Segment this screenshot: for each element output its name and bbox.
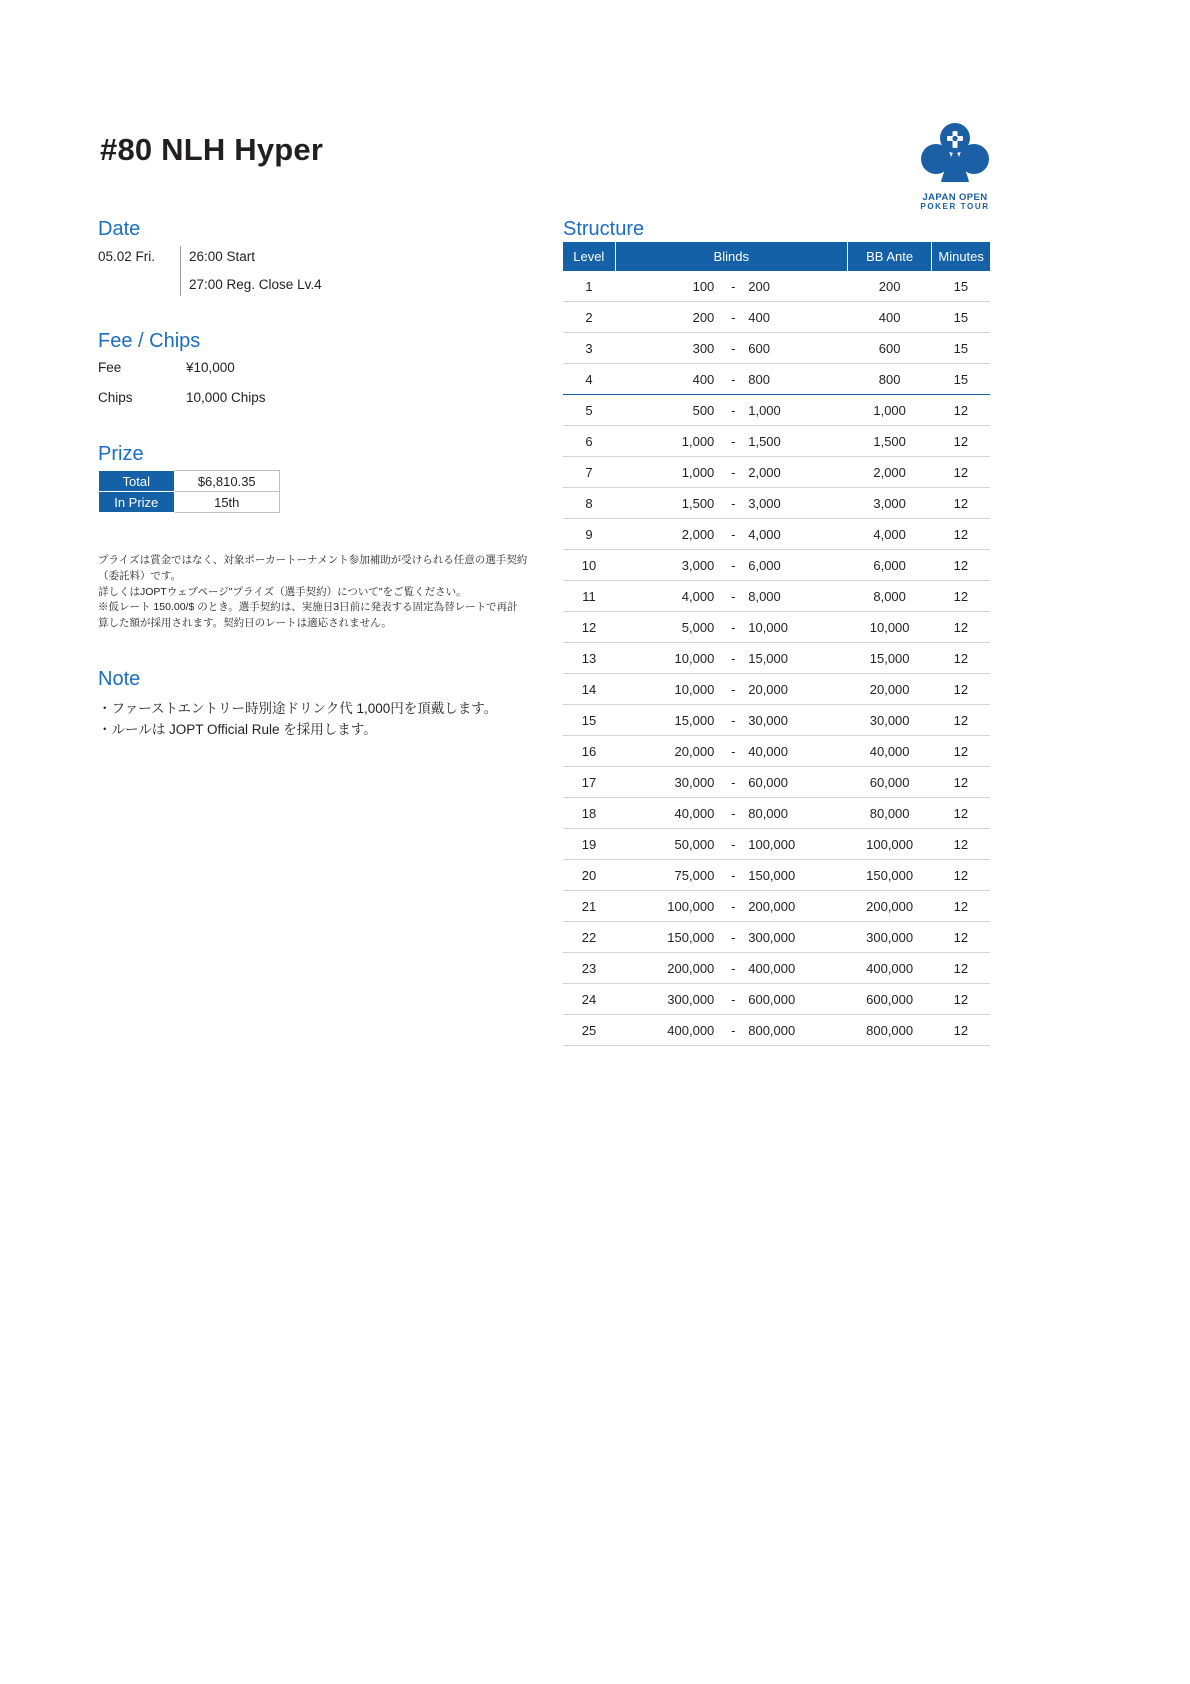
cell-small-blind: 1,000 [615,426,722,457]
table-row [563,426,990,457]
cell-bb-ante: 60,000 [847,767,931,798]
cell-bb-ante: 6,000 [847,550,931,581]
cell-small-blind: 4,000 [615,581,722,612]
table-row [563,550,990,581]
fineprint-line: 詳しくはJOPTウェブページ"プライズ（選手契約）について"をご覧ください。 [98,585,467,598]
cell-bb-ante: 600 [847,333,931,364]
table-row [563,302,990,333]
cell-bb-ante: 8,000 [847,581,931,612]
club-logo-icon [905,118,1005,190]
cell-minutes: 12 [932,767,990,798]
cell-level: 13 [563,643,615,674]
cell-minutes: 12 [932,426,990,457]
cell-small-blind: 200,000 [615,953,722,984]
table-row [563,271,990,302]
cell-small-blind: 20,000 [615,736,722,767]
fee-label: Fee [98,360,122,375]
cell-bb-ante: 400,000 [847,953,931,984]
section-heading-note: Note [98,668,141,690]
table-row [563,984,990,1015]
table-row [563,798,990,829]
column-header-minutes: Minutes [932,242,990,271]
cell-small-blind: 1,000 [615,457,722,488]
cell-minutes: 12 [932,519,990,550]
table-row [563,457,990,488]
column-header-level: Level [563,242,615,271]
cell-small-blind: 2,000 [615,519,722,550]
cell-blind-separator: - [722,829,744,860]
section-heading-structure: Structure [563,218,645,240]
cell-small-blind: 300 [615,333,722,364]
cell-bb-ante: 1,500 [847,426,931,457]
cell-big-blind: 80,000 [744,798,847,829]
cell-blind-separator: - [722,767,744,798]
cell-big-blind: 300,000 [744,922,847,953]
cell-small-blind: 15,000 [615,705,722,736]
column-header-bb-ante: BB Ante [847,242,931,271]
section-heading-fee-chips: Fee / Chips [98,330,201,352]
table-header-row [563,242,990,271]
cell-minutes: 12 [932,922,990,953]
cell-big-blind: 600,000 [744,984,847,1015]
cell-big-blind: 800 [744,364,847,395]
cell-bb-ante: 800,000 [847,1015,931,1046]
cell-bb-ante: 4,000 [847,519,931,550]
prize-fineprint [98,553,528,632]
cell-bb-ante: 20,000 [847,674,931,705]
cell-small-blind: 75,000 [615,860,722,891]
cell-minutes: 12 [932,891,990,922]
table-row [563,953,990,984]
table-row [563,891,990,922]
cell-level: 7 [563,457,615,488]
cell-level: 14 [563,674,615,705]
cell-big-blind: 8,000 [744,581,847,612]
table-row [99,492,280,513]
cell-blind-separator: - [722,364,744,395]
note-item: ・ファーストエントリー時別途ドリンク代 1,000円を頂戴します。 [98,701,498,716]
section-heading-prize: Prize [98,443,144,465]
cell-minutes: 12 [932,953,990,984]
cell-blind-separator: - [722,488,744,519]
cell-minutes: 12 [932,612,990,643]
page-title: #80 NLH Hyper [100,132,324,167]
prize-in-prize-value: 15th [174,492,279,513]
cell-bb-ante: 800 [847,364,931,395]
cell-minutes: 12 [932,1015,990,1046]
cell-minutes: 12 [932,736,990,767]
cell-bb-ante: 15,000 [847,643,931,674]
cell-bb-ante: 80,000 [847,798,931,829]
chips-value: 10,000 Chips [186,390,266,405]
fineprint-line: プライズは賞金ではなく、対象ポーカートーナメント参加補助が受けられる任意の選手契約 [98,554,528,566]
cell-bb-ante: 1,000 [847,395,931,426]
cell-small-blind: 300,000 [615,984,722,1015]
cell-small-blind: 100,000 [615,891,722,922]
cell-level: 2 [563,302,615,333]
cell-minutes: 12 [932,581,990,612]
cell-bb-ante: 400 [847,302,931,333]
table-row [563,829,990,860]
cell-level: 6 [563,426,615,457]
cell-blind-separator: - [722,643,744,674]
structure-table [563,242,990,1046]
cell-big-blind: 20,000 [744,674,847,705]
cell-blind-separator: - [722,674,744,705]
structure-table-wrapper [563,242,990,1046]
logo-text-japan-open: JAPAN OPEN [922,192,988,203]
cell-big-blind: 40,000 [744,736,847,767]
cell-small-blind: 400 [615,364,722,395]
column-header-blinds: Blinds [615,242,847,271]
cell-blind-separator: - [722,984,744,1015]
cell-big-blind: 200,000 [744,891,847,922]
table-row [563,581,990,612]
cell-big-blind: 400 [744,302,847,333]
table-row [563,1015,990,1046]
cell-bb-ante: 200,000 [847,891,931,922]
cell-minutes: 12 [932,860,990,891]
cell-minutes: 12 [932,550,990,581]
fineprint-line: （委託料）です。 [98,569,182,582]
cell-level: 10 [563,550,615,581]
cell-small-blind: 30,000 [615,767,722,798]
cell-big-blind: 2,000 [744,457,847,488]
jopt-logo [905,118,1005,214]
cell-small-blind: 5,000 [615,612,722,643]
cell-big-blind: 15,000 [744,643,847,674]
cell-blind-separator: - [722,333,744,364]
cell-big-blind: 150,000 [744,860,847,891]
cell-level: 25 [563,1015,615,1046]
prize-total-label: Total [99,471,175,492]
cell-blind-separator: - [722,302,744,333]
cell-level: 18 [563,798,615,829]
cell-level: 1 [563,271,615,302]
cell-blind-separator: - [722,395,744,426]
date-divider [180,246,181,296]
cell-minutes: 15 [932,364,990,395]
cell-level: 12 [563,612,615,643]
cell-bb-ante: 100,000 [847,829,931,860]
cell-bb-ante: 3,000 [847,488,931,519]
cell-big-blind: 60,000 [744,767,847,798]
table-row [99,471,280,492]
cell-minutes: 15 [932,302,990,333]
cell-minutes: 12 [932,643,990,674]
cell-big-blind: 10,000 [744,612,847,643]
cell-big-blind: 100,000 [744,829,847,860]
note-item: ・ルールは JOPT Official Rule を採用します。 [98,722,377,737]
cell-minutes: 12 [932,457,990,488]
date-value: 05.02 Fri. [98,249,156,264]
prize-total-value: $6,810.35 [174,471,279,492]
table-row [563,488,990,519]
cell-small-blind: 100 [615,271,722,302]
fineprint-line: ※仮レート 150.00/$ のとき。選手契約は、実施日3日前に発表する固定為替レートで再計 [98,601,518,614]
cell-level: 23 [563,953,615,984]
cell-small-blind: 3,000 [615,550,722,581]
cell-blind-separator: - [722,271,744,302]
table-row [563,736,990,767]
cell-small-blind: 500 [615,395,722,426]
cell-blind-separator: - [722,519,744,550]
cell-blind-separator: - [722,457,744,488]
date-start-time: 26:00 Start [189,249,256,264]
cell-bb-ante: 10,000 [847,612,931,643]
cell-level: 8 [563,488,615,519]
cell-small-blind: 50,000 [615,829,722,860]
cell-bb-ante: 600,000 [847,984,931,1015]
cell-level: 11 [563,581,615,612]
cell-big-blind: 6,000 [744,550,847,581]
table-row [563,643,990,674]
cell-bb-ante: 40,000 [847,736,931,767]
table-row [563,612,990,643]
cell-minutes: 15 [932,271,990,302]
cell-level: 3 [563,333,615,364]
cell-bb-ante: 2,000 [847,457,931,488]
cell-big-blind: 600 [744,333,847,364]
cell-big-blind: 800,000 [744,1015,847,1046]
cell-blind-separator: - [722,1015,744,1046]
cell-bb-ante: 150,000 [847,860,931,891]
cell-big-blind: 3,000 [744,488,847,519]
logo-text-poker-tour: POKER TOUR [920,202,990,211]
table-row [563,860,990,891]
section-heading-date: Date [98,218,141,240]
cell-bb-ante: 30,000 [847,705,931,736]
table-row [563,767,990,798]
cell-minutes: 15 [932,333,990,364]
cell-minutes: 12 [932,674,990,705]
cell-blind-separator: - [722,922,744,953]
cell-minutes: 12 [932,798,990,829]
cell-bb-ante: 300,000 [847,922,931,953]
prize-table [98,470,280,513]
cell-small-blind: 10,000 [615,674,722,705]
cell-small-blind: 200 [615,302,722,333]
cell-blind-separator: - [722,798,744,829]
table-row [563,922,990,953]
prize-in-prize-label: In Prize [99,492,175,513]
table-row [563,674,990,705]
cell-level: 19 [563,829,615,860]
cell-big-blind: 1,500 [744,426,847,457]
cell-minutes: 12 [932,705,990,736]
cell-blind-separator: - [722,426,744,457]
cell-level: 22 [563,922,615,953]
cell-blind-separator: - [722,891,744,922]
cell-bb-ante: 200 [847,271,931,302]
cell-level: 9 [563,519,615,550]
cell-big-blind: 4,000 [744,519,847,550]
cell-level: 21 [563,891,615,922]
cell-minutes: 12 [932,829,990,860]
cell-level: 17 [563,767,615,798]
fee-value: ¥10,000 [186,360,235,375]
fineprint-line: 算した額が採用されます。契約日のレートは適応されません。 [98,617,392,629]
cell-big-blind: 200 [744,271,847,302]
cell-small-blind: 150,000 [615,922,722,953]
cell-level: 20 [563,860,615,891]
cell-level: 15 [563,705,615,736]
cell-big-blind: 1,000 [744,395,847,426]
cell-small-blind: 400,000 [615,1015,722,1046]
table-row [563,364,990,395]
table-row [563,519,990,550]
cell-small-blind: 10,000 [615,643,722,674]
cell-blind-separator: - [722,953,744,984]
cell-level: 5 [563,395,615,426]
cell-blind-separator: - [722,550,744,581]
cell-small-blind: 1,500 [615,488,722,519]
cell-blind-separator: - [722,705,744,736]
table-row [563,705,990,736]
cell-blind-separator: - [722,612,744,643]
cell-minutes: 12 [932,395,990,426]
cell-minutes: 12 [932,984,990,1015]
chips-label: Chips [98,390,133,405]
cell-small-blind: 40,000 [615,798,722,829]
cell-blind-separator: - [722,736,744,767]
cell-minutes: 12 [932,488,990,519]
cell-level: 16 [563,736,615,767]
structure-table-body [563,271,990,1046]
cell-level: 24 [563,984,615,1015]
cell-big-blind: 30,000 [744,705,847,736]
cell-blind-separator: - [722,860,744,891]
cell-level: 4 [563,364,615,395]
date-reg-close: 27:00 Reg. Close Lv.4 [189,277,322,292]
cell-big-blind: 400,000 [744,953,847,984]
table-row [563,395,990,426]
cell-blind-separator: - [722,581,744,612]
table-row [563,333,990,364]
